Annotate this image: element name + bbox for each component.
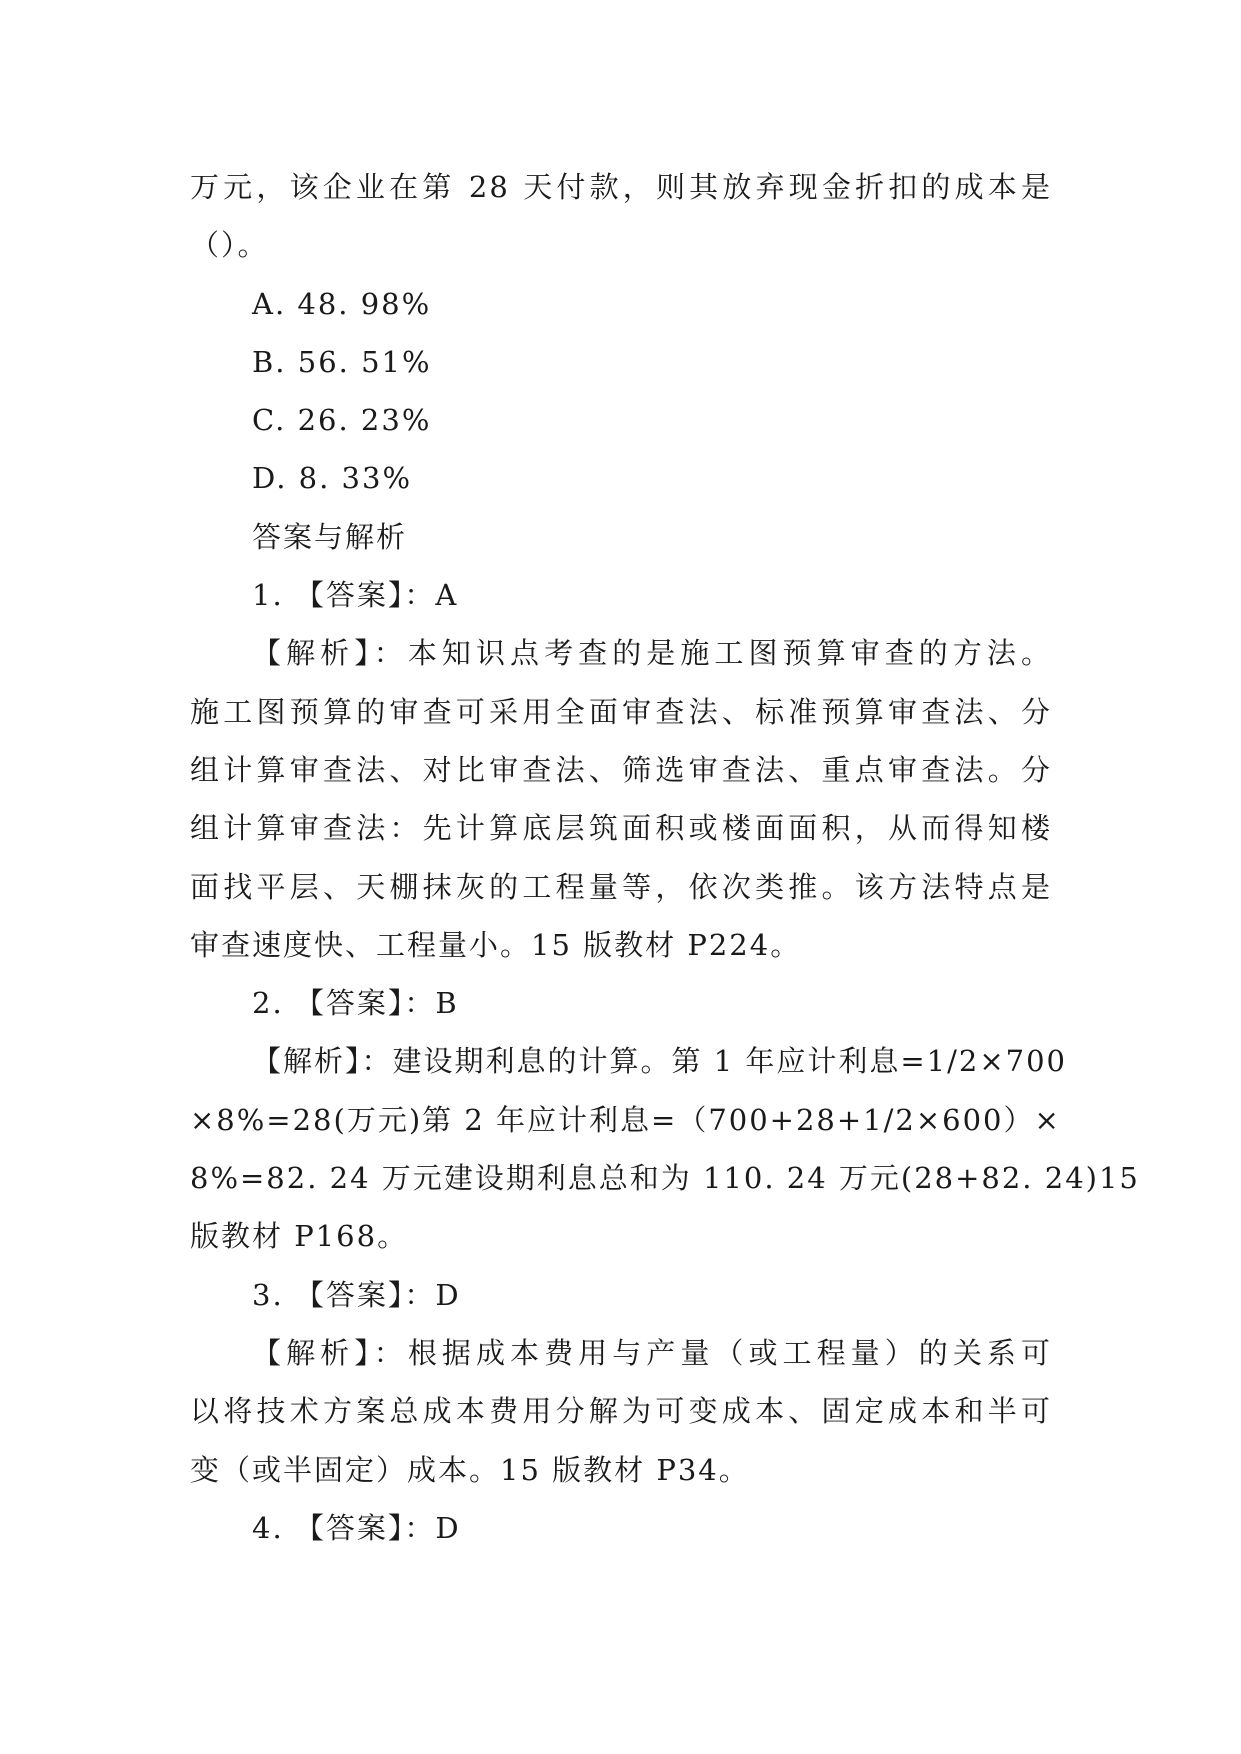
explanation-line: 审查速度快、工程量小。15 版教材 P224。 [190, 927, 802, 962]
document-page [190, 158, 1140, 1557]
explanation-line: 变（或半固定）成本。15 版教材 P34。 [190, 1452, 750, 1487]
explanation-line: 施工图预算的审查可采用全面审查法、标准预算审查法、分 [190, 694, 1052, 729]
explanation-line: 面找平层、天棚抹灰的工程量等，依次类推。该方法特点是 [190, 869, 1052, 904]
explanation-line: 以将技术方案总成本费用分解为可变成本、固定成本和半可 [190, 1394, 1052, 1429]
explanation-line: 8%=82. 24 万元建设期利息总和为 110. 24 万元(28+82. 24)15 [190, 1161, 1140, 1196]
answer-line-2: 2. 【答案】：B [252, 986, 459, 1021]
option-d: D. 8. 33% [252, 461, 412, 496]
answer-line-1: 1. 【答案】：A [252, 578, 459, 613]
explanation-line: ×8%=28(万元)第 2 年应计利息=（700+28+1/2×600）× [190, 1102, 1061, 1137]
option-a: A. 48. 98% [252, 286, 432, 321]
explanation-line: 组计算审查法：先计算底层筑面积或楼面面积，从而得知楼 [190, 811, 1052, 846]
explanation-line: 【解析】：建设期利息的计算。第 1 年应计利息=1/2×700 [252, 1044, 1068, 1079]
option-c: C. 26. 23% [252, 403, 432, 438]
answer-line-4: 4. 【答案】：D [252, 1510, 461, 1545]
explanation-line: 【解析】：根据成本费用与产量（或工程量）的关系可 [252, 1335, 1052, 1370]
question-text-line: 万元，该企业在第 28 天付款，则其放弃现金折扣的成本是 [190, 170, 1052, 204]
section-title: 答案与解析 [252, 519, 408, 554]
answer-line-3: 3. 【答案】：D [252, 1277, 461, 1312]
explanation-line: 组计算审查法、对比审查法、筛选审查法、重点审查法。分 [190, 752, 1052, 787]
explanation-line: 【解析】：本知识点考查的是施工图预算审查的方法。 [252, 636, 1052, 671]
explanation-line: 版教材 P168。 [190, 1219, 409, 1254]
question-text-line: （）。 [190, 228, 269, 263]
option-b: B. 56. 51% [252, 344, 432, 379]
